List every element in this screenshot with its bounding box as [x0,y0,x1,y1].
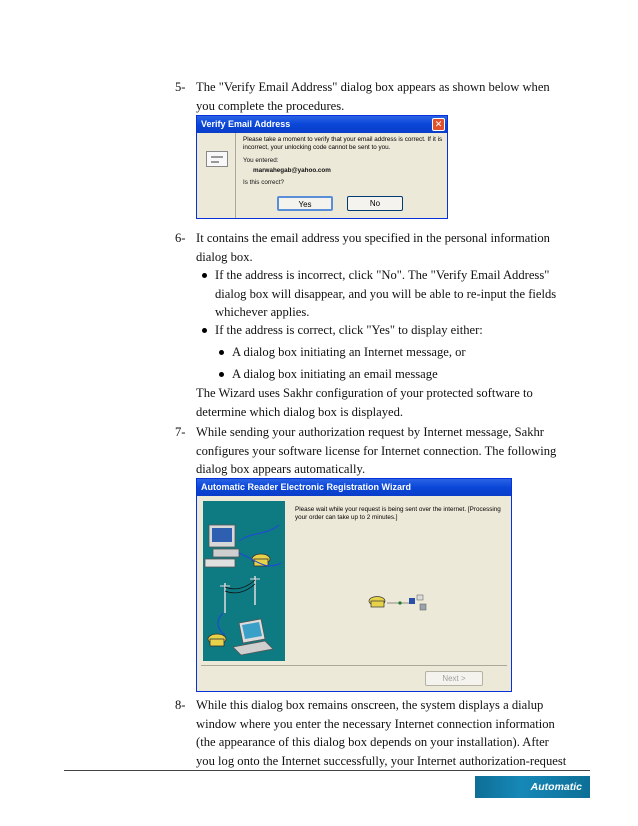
footer-rule [64,770,590,771]
step-6-line-2: dialog box. [196,249,253,264]
wizard-title: Automatic Reader Electronic Registration Wizard [201,482,411,492]
you-entered-label: You entered: [243,157,279,164]
yes-button[interactable]: Yes [277,196,333,211]
connecting-animation-icon [367,589,437,617]
step-5-line-2: you complete the procedures. [196,98,345,113]
next-button[interactable]: Next > [425,671,483,686]
step-5 [175,78,595,115]
wizard-divider [201,665,507,666]
step-number: 8- [175,698,186,712]
bullet-correct: If the address is correct, click "Yes" to display either: [215,323,483,337]
step-7: 7- While sending your authorization request by Internet message, Sakhr configures your software license for Internet connection. The following dialog box appears automatically. [175,425,557,476]
network-illustration [203,501,285,661]
footer-banner [475,776,590,816]
bullet-dot [202,328,207,333]
sub-bullet-email: A dialog box initiating an email message [232,367,438,381]
wizard-title-bar [197,479,511,496]
step-6-line-1: It contains the email address you specified in the personal information [196,231,550,245]
wizard-message: Please wait while your request is being sent over the internet. [Processing your order can take up to 2 minutes.] [295,506,501,521]
step-number: 5- [175,80,186,94]
verify-email-dialog [196,115,448,219]
page-number: 11 [568,801,582,816]
sub-bullet-dot [219,350,224,355]
key-document-icon [206,151,228,167]
dialog-message: Please take a moment to verify that your email address is correct. If it is incorrect, your unlocking code cannot be sent to you. [243,136,443,151]
bullet-dot [202,273,207,278]
dialog-icon-pane [197,133,236,218]
dialog-title-bar [197,116,447,133]
step-6 [175,229,595,266]
step-number: 7- [175,425,186,439]
sub-bullet-internet: A dialog box initiating an Internet message, or [232,345,466,359]
wizard-note: The Wizard uses Sakhr configuration of your protected software to determine which dialog box is displayed. [196,386,533,419]
registration-wizard-dialog [196,478,512,692]
step-5-line-1: The "Verify Email Address" dialog box appears as shown below when [196,80,550,94]
no-button[interactable]: No [347,196,403,211]
sub-bullet-dot [219,372,224,377]
close-icon[interactable]: ✕ [432,118,445,131]
footer-title: Automatic Reader [526,781,582,816]
step-number: 6- [175,231,186,245]
step-8: 8- While this dialog box remains onscreen, the system displays a dialup window where you enter the necessary Internet connection information (the appearance of this dialog box depends on your installation). After you log onto the Internet successfully, your Internet authorization-request [175,698,567,768]
email-value: marwahegab@yahoo.com [253,167,331,174]
dialog-title: Verify Email Address [201,119,291,129]
confirm-question: Is this correct? [243,179,284,186]
bullet-incorrect: If the address is incorrect, click "No". The "Verify Email Address" dialog box will disappear, and you will be able to re-input the fields whichever applies. [215,268,557,319]
network-illustration-svg [203,501,285,661]
